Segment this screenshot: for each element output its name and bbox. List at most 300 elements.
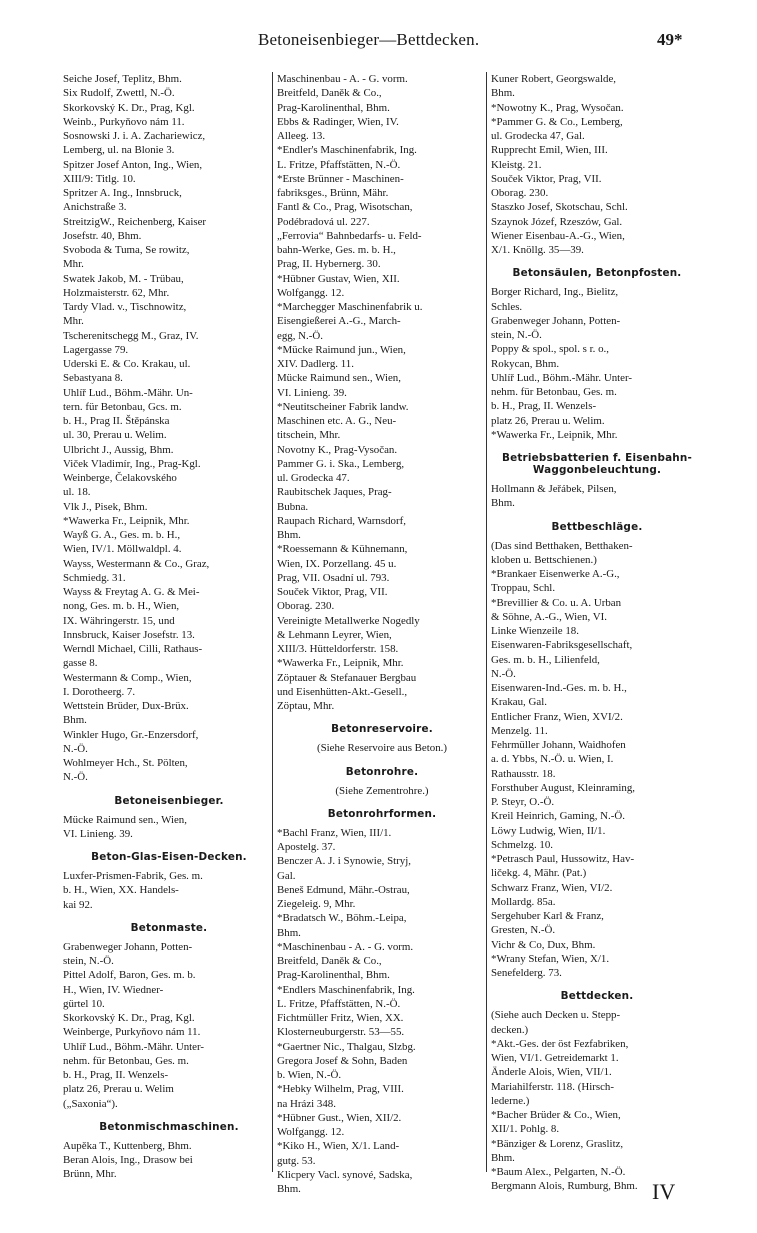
entry-address-line: platz 26, Prerau u. Welim <box>63 1083 174 1096</box>
entry-name-line: Ulbricht J., Aussig, Bhm. <box>63 443 174 456</box>
entry-name-line: Pittel Adolf, Baron, Ges. m. b. <box>63 969 196 982</box>
entry-address-line: na Hrázi 348. <box>277 1097 336 1110</box>
directory-entry <box>277 883 487 912</box>
entry-name-line: Uderski E. & Co. Krakau, ul. <box>63 358 191 370</box>
section-heading: Betonmischmaschinen. <box>99 1120 239 1133</box>
entry-address-line: Prag, II. Hybernerg. 30. <box>277 258 381 271</box>
entry-address-line: ul. Grodecka 47. <box>277 472 350 484</box>
entry-address-line: Lagergasse 79. <box>63 343 129 356</box>
entry-address-line: N.-Ö. <box>491 667 516 680</box>
entry-address-line: platz 26, Prerau u. Welim. <box>491 414 605 427</box>
directory-entry <box>277 656 487 670</box>
entry-address-line: Breitfeld, Daněk & Co., <box>277 955 382 967</box>
directory-entry <box>63 129 275 158</box>
entry-address-line: Krakau, Gal. <box>491 696 547 709</box>
directory-entry <box>491 824 703 853</box>
entry-name-line: *Wawerka Fr., Leipnik, Mhr. <box>277 657 404 670</box>
entry-name-line: Vichr & Co, Dux, Bhm. <box>491 938 596 951</box>
entry-address-line: Weinberge, Čelakovského <box>63 472 177 484</box>
directory-entry <box>277 614 487 657</box>
directory-entry <box>63 243 275 272</box>
entry-address-line: b. H., Prag, II. Wenzels- <box>63 1069 169 1081</box>
entry-name-line: Six Rudolf, Zwettl, N.-Ö. <box>63 87 175 100</box>
entry-address-line: L. Fritze, Pfaffstätten, N.-Ö. <box>277 158 401 171</box>
entry-name-line: Maschinenbau - A. - G. vorm. <box>277 73 408 85</box>
entry-name-line: *Gaertner Nic., Thalgau, Slzbg. <box>277 1040 416 1053</box>
entry-name-line: Rupprecht Emil, Wien, III. <box>491 144 608 157</box>
directory-entry <box>63 101 275 130</box>
entry-name-line: *Endlers Maschinenfabrik, Ing. <box>277 983 415 996</box>
directory-entry <box>491 952 703 981</box>
entry-address-line: Bubna. <box>277 500 309 513</box>
directory-entry <box>491 539 703 568</box>
directory-entry <box>491 314 703 343</box>
entry-address-line: stein, N.-Ö. <box>491 329 542 341</box>
directory-entry <box>277 671 487 714</box>
entry-address-line: Mariahilferstr. 118. (Hirsch- <box>491 1080 614 1093</box>
entry-name-line: *Akt.-Ges. der öst Fezfabriken, <box>491 1037 629 1050</box>
entry-name-line: Svoboda & Tuma, Se rowitz, <box>63 244 190 256</box>
directory-entry <box>491 143 703 172</box>
entry-name-line: *Bacher Brüder & Co., Wien, <box>491 1109 621 1121</box>
directory-entry <box>277 1054 487 1083</box>
entry-name-line: (Siehe auch Decken u. Stepp- <box>491 1009 621 1022</box>
entry-name-line: Uhlíř Lud., Böhm.-Mähr. Unter- <box>63 1040 205 1053</box>
section-heading: Bettdecken. <box>560 990 634 1003</box>
directory-entry <box>63 386 275 443</box>
entry-name-line: Forsthuber August, Kleinraming, <box>491 781 635 794</box>
entry-name-line: Mücke Raimund sen., Wien, <box>277 372 401 385</box>
entry-name-line: Fehrmüller Johann, Waidhofen <box>491 739 626 751</box>
entry-name-line: Grabenweger Johann, Potten- <box>491 314 621 327</box>
entry-name-line: *Kiko H., Wien, X/1. Land- <box>277 1140 400 1153</box>
entry-address-line: H., Wien, IV. Wiedner- <box>63 983 164 996</box>
entry-name-line: StreitzigW., Reichenberg, Kaiser <box>63 215 207 228</box>
section-heading: Betonreservoire. <box>331 723 433 736</box>
entry-address-line: Troppau, Schl. <box>491 582 556 595</box>
directory-entry <box>491 710 703 739</box>
entry-address-line: XII/1. Pohlg. 8. <box>491 1123 560 1136</box>
entry-name-line: Novotny K., Prag-Vysočan. <box>277 443 398 456</box>
directory-entry <box>277 514 487 543</box>
section-heading: Bettbeschläge. <box>551 520 643 533</box>
entry-name-line: Änderle Alois, Wien, VII/1. <box>491 1066 612 1079</box>
entry-address-line: Wien, IX. Porzellang. 45 u. <box>277 557 397 570</box>
directory-entry <box>491 1008 703 1037</box>
entry-name-line: *Marchegger Maschinenfabrik u. <box>277 301 423 313</box>
entry-address-line: Schmiedg. 31. <box>63 571 126 584</box>
entry-name-line: *Petrasch Paul, Hussowitz, Hav- <box>491 853 635 865</box>
entry-name-line: Sergehuber Karl & Franz, <box>491 910 604 922</box>
entry-address-line: Bhm. <box>277 1183 301 1195</box>
entry-address-line: Wien, IV/1. Möllwaldpl. 4. <box>63 543 182 556</box>
entry-name-line: Gregora Josef & Sohn, Baden <box>277 1054 408 1067</box>
directory-entry <box>277 343 487 372</box>
entry-address-line: Senefelderg. 73. <box>491 967 562 979</box>
directory-entry <box>277 1139 487 1168</box>
directory-entry <box>491 596 703 639</box>
entry-address-line: tern. für Betonbau, Gcs. m. <box>63 400 182 413</box>
entry-name-line: Tscherenitschegg M., Graz, IV. <box>63 329 199 342</box>
directory-entry <box>277 172 487 201</box>
entry-address-line: Weinberge, Purkyňovo nám 11. <box>63 1026 201 1039</box>
section-heading: Betonmaste. <box>130 921 208 934</box>
entry-name-line: (Das sind Betthaken, Betthaken- <box>491 539 633 552</box>
entry-name-line: Wettstein Brüder, Dux-Brüx. <box>63 700 189 712</box>
directory-entry <box>277 983 487 1012</box>
directory-entry <box>491 101 703 115</box>
directory-entry <box>63 329 275 358</box>
entry-name-line: Beran Alois, Ing., Drasow bei <box>63 1154 193 1166</box>
directory-entry <box>277 72 487 115</box>
entry-address-line: Wien, VI/1. Getreidemarkt 1. <box>491 1052 619 1064</box>
entry-address-line: Linke Wienzeile 18. <box>491 625 579 637</box>
directory-entry <box>277 854 487 883</box>
entry-address-line: P. Steyr, O.-Ö. <box>491 796 555 808</box>
entry-address-line: XIII/3. Hütteldorferstr. 158. <box>277 643 399 655</box>
directory-entry <box>63 1011 275 1040</box>
entry-name-line: Bergmann Alois, Rumburg, Bhm. <box>491 1180 638 1193</box>
directory-entry <box>63 72 275 86</box>
entry-address-line: Podébradová ul. 227. <box>277 215 370 228</box>
entry-address-line: Klosterneuburgerstr. 53—55. <box>277 1026 405 1039</box>
entry-address-line: Oborag. 230. <box>277 600 335 613</box>
directory-entry <box>63 728 275 757</box>
entry-address-line: Wolfgangg. 12. <box>277 1126 345 1138</box>
entry-address-line: Josefstr. 40, Bhm. <box>63 229 142 242</box>
entry-address-line: Rokycan, Bhm. <box>491 357 560 370</box>
directory-entry <box>63 86 275 100</box>
entry-name-line: *Erste Brünner - Maschinen- <box>277 172 404 185</box>
section-heading: Betriebsbatterien f. Eisenbahn- Waggonbeleuchtung. <box>501 452 693 476</box>
directory-entry <box>63 215 275 244</box>
directory-entry <box>491 681 703 710</box>
directory-entry <box>491 938 703 952</box>
directory-entry <box>63 1139 275 1153</box>
column-3 <box>491 72 703 1194</box>
directory-entry <box>63 671 275 700</box>
entry-address-line: Eisengießerei A.-G., March- <box>277 315 401 328</box>
directory-entry <box>491 1108 703 1137</box>
directory-entry <box>277 400 487 443</box>
entry-name-line: Wayss & Freytag A. G. & Mei- <box>63 586 200 598</box>
directory-entry <box>63 699 275 728</box>
directory-entry <box>63 642 275 671</box>
directory-entry <box>63 357 275 386</box>
directory-entry <box>491 482 703 511</box>
entry-address-line: XIV. Dadlerg. 11. <box>277 358 354 370</box>
entry-name-line: *Endler's Maschinenfabrik, Ing. <box>277 144 417 157</box>
entry-name-line: Seiche Josef, Teplitz, Bhm. <box>63 73 182 85</box>
entry-name-line: *Hübner Gustav, Wien, XII. <box>277 272 400 285</box>
section-heading: Beton-Glas-Eisen-Decken. <box>91 851 247 863</box>
entry-name-line: Schwarz Franz, Wien, VI/2. <box>491 881 613 894</box>
directory-entry <box>277 371 487 400</box>
entry-name-line: Kreil Heinrich, Gaming, N.-Ö. <box>491 810 625 823</box>
entry-name-line: *Maschinenbau - A. - G. vorm. <box>277 940 414 953</box>
entry-name-line: Uhlíř Lud., Böhm.-Mähr. Unter- <box>491 371 633 384</box>
directory-entry <box>63 1153 275 1182</box>
entry-address-line: nehm. für Betonbau, Ges. m. <box>491 386 617 398</box>
directory-entry <box>277 911 487 940</box>
directory-entry <box>277 940 487 983</box>
directory-entry <box>277 272 487 301</box>
entry-name-line: Winkler Hugo, Gr.-Enzersdorf, <box>63 728 199 741</box>
directory-entry <box>277 443 487 457</box>
entry-name-line: *Neutitscheiner Fabrik landw. <box>277 400 409 413</box>
section-heading: Betonsäulen, Betonpfosten. <box>512 267 682 280</box>
entry-address-line: Brünn, Mhr. <box>63 1168 117 1181</box>
cross-reference-note: (Siehe Zementrohre.) <box>335 784 429 797</box>
directory-entry <box>491 200 703 214</box>
directory-entry <box>277 1011 487 1040</box>
directory-entry <box>491 1065 703 1108</box>
directory-entry <box>63 457 275 500</box>
directory-entry <box>63 869 275 912</box>
entry-address-line: decken.) <box>491 1023 529 1036</box>
entry-name-line: Wayss, Westermann & Co., Graz, <box>63 557 210 570</box>
directory-entry <box>491 342 703 371</box>
directory-entry <box>277 542 487 585</box>
directory-entry <box>491 115 703 144</box>
entry-address-line: Bhm. <box>277 926 301 939</box>
directory-entry <box>63 528 275 557</box>
directory-entry <box>277 229 487 272</box>
directory-entry <box>491 371 703 428</box>
entry-name-line: Fantl & Co., Prag, Wisotschan, <box>277 201 413 214</box>
entry-address-line: egg, N.-Ö. <box>277 329 323 342</box>
directory-entry <box>491 215 703 229</box>
entry-name-line: Staszko Josef, Skotschau, Schl. <box>491 201 628 214</box>
directory-entry <box>491 852 703 881</box>
entry-address-line: Prag, VII. Osadní ul. 793. <box>277 571 390 584</box>
directory-entry <box>491 909 703 938</box>
entry-name-line: *Hebky Wilhelm, Prag, VIII. <box>277 1083 404 1096</box>
entry-address-line: Bhm. <box>491 1151 515 1164</box>
entry-name-line: *Nowotny K., Prag, Wysočan. <box>491 101 624 114</box>
entry-name-line: Fichtmüller Fritz, Wien, XX. <box>277 1012 404 1024</box>
entry-address-line: ul. 18. <box>63 486 91 499</box>
entry-name-line: Beneš Edmund, Mähr.-Ostrau, <box>277 883 410 896</box>
entry-address-line: Bhm. <box>491 87 515 100</box>
cross-reference-note: (Siehe Reservoire aus Beton.) <box>316 742 448 755</box>
entry-address-line: IX. Währingerstr. 15, und <box>63 614 175 627</box>
directory-entry <box>491 72 703 101</box>
entry-name-line: Souček Viktor, Prag, VII. <box>277 586 388 598</box>
entry-name-line: Werndl Michael, Cilli, Rathaus- <box>63 643 203 655</box>
entry-address-line: N.-Ö. <box>63 771 88 784</box>
entry-address-line: nehm. für Betonbau, Ges. m. <box>63 1054 189 1067</box>
entry-address-line: b. H., Prag, II. Wenzels- <box>491 400 597 413</box>
entry-name-line: *Brankaer Eisenwerke A.-G., <box>491 568 620 580</box>
entry-name-line: *Wrany Stefan, Wien, X/1. <box>491 952 610 965</box>
directory-entry <box>491 1137 703 1166</box>
entry-name-line: Löwy Ludwig, Wien, II/1. <box>491 824 606 837</box>
entry-name-line: *Brevillier & Co. u. A. Urban <box>491 596 622 609</box>
entry-name-line: Wiener Eisenbau-A.-G., Wien, <box>491 229 625 242</box>
entry-address-line: Maschinen etc. A. G., Neu- <box>277 415 397 427</box>
directory-entry <box>63 940 275 969</box>
entry-name-line: Wohlmeyer Hch., St. Pölten, <box>63 757 188 769</box>
entry-address-line: und Eisenhütten-Akt.-Gesell., <box>277 685 408 698</box>
directory-entry <box>277 1168 487 1197</box>
entry-address-line: Anichstraße 3. <box>63 201 127 214</box>
entry-name-line: *Wawerka Fr., Leipnik, Mhr. <box>491 428 618 441</box>
directory-entry <box>63 756 275 785</box>
directory-entry <box>277 457 487 486</box>
entry-address-line: ul. Grodecka 47, Gal. <box>491 130 585 142</box>
directory-entry <box>491 172 703 201</box>
directory-entry <box>63 1040 275 1111</box>
column-1 <box>63 72 275 1182</box>
entry-address-line: X/1. Knöllg. 35—39. <box>491 244 584 256</box>
entry-name-line: „Ferrovia“ Bahnbedarfs- u. Feld- <box>277 229 422 242</box>
entry-address-line: VI. Linieng. 39. <box>63 827 133 840</box>
directory-entry <box>491 567 703 596</box>
directory-entry <box>277 826 487 855</box>
entry-address-line: ličekg. 4, Mähr. (Pat.) <box>491 867 587 880</box>
entry-address-line: XIII/9: Titlg. 10. <box>63 172 136 185</box>
entry-name-line: Raupach Richard, Warnsdorf, <box>277 514 406 527</box>
entry-name-line: Eisenwaren-Ind.-Ges. m. b. H., <box>491 682 627 694</box>
entry-name-line: *Wawerka Fr., Leipnik, Mhr. <box>63 514 190 527</box>
directory-entry <box>491 229 703 258</box>
column-2 <box>277 72 487 1196</box>
entry-name-line: Vereinigte Metallwerke Nogedly <box>277 614 420 627</box>
signature-mark: IV <box>652 1179 676 1204</box>
entry-name-line: Aupěka T., Kuttenberg, Bhm. <box>63 1139 192 1152</box>
entry-address-line: b. H., Wien, XX. Handels- <box>63 884 179 897</box>
directory-entry <box>63 300 275 329</box>
entry-name-line: Luxfer-Prismen-Fabrik, Ges. m. <box>63 870 203 882</box>
directory-entry <box>63 272 275 301</box>
entry-name-line: Raubitschek Jaques, Prag- <box>277 486 392 499</box>
entry-name-line: Eisenwaren-Fabriksgesellschaft, <box>491 639 633 652</box>
entry-name-line: Hollmann & Jeřábek, Pilsen, <box>491 483 617 495</box>
entry-address-line: Zöptau, Mhr. <box>277 700 335 712</box>
directory-entry <box>491 1037 703 1066</box>
entry-name-line: *Bradatsch W., Böhm.-Leipa, <box>277 912 407 925</box>
directory-entry <box>277 1040 487 1054</box>
entry-address-line: Bhm. <box>277 529 301 541</box>
entry-name-line: Pammer G. i. Ska., Lemberg, <box>277 457 405 470</box>
directory-entry <box>491 809 703 823</box>
entry-address-line: Lemberg, ul. na Blonie 3. <box>63 144 175 157</box>
entry-name-line: Poppy & spol., spol. s r. o., <box>491 343 609 356</box>
entry-address-line: VI. Linieng. 39. <box>277 386 347 399</box>
entry-address-line: & Söhne, A.-G., Wien, VI. <box>491 610 607 623</box>
directory-entry <box>491 428 703 442</box>
entry-address-line: bahn-Werke, Ges. m. b. H., <box>277 244 396 256</box>
entry-address-line: Mhr. <box>63 258 84 271</box>
entry-address-line: b. H., Prag II. Štěpánska <box>63 415 170 427</box>
entry-name-line: *Baum Alex., Pelgarten, N.-Ö. <box>491 1166 626 1178</box>
section-heading: Betonrohrformen. <box>327 807 437 820</box>
entry-address-line: I. Dorotheerg. 7. <box>63 685 136 698</box>
page-number: 49* <box>657 30 683 49</box>
entry-address-line: Gal. <box>277 869 296 882</box>
entry-address-line: gutg. 53. <box>277 1154 316 1167</box>
entry-name-line: Swatek Jakob, M. - Trübau, <box>63 272 184 285</box>
directory-entry <box>491 738 703 781</box>
entry-address-line: L. Fritze, Pfaffstätten, N.-Ö. <box>277 997 401 1010</box>
entry-name-line: *Roessemann & Kühnemann, <box>277 543 408 556</box>
directory-entry <box>277 115 487 144</box>
directory-entry <box>277 585 487 614</box>
running-title: Betoneisenbieger—Bettdecken. <box>258 30 480 49</box>
entry-address-line: Bhm. <box>63 714 87 727</box>
entry-name-line: Ebbs & Radinger, Wien, IV. <box>277 115 399 128</box>
directory-entry <box>63 557 275 586</box>
entry-name-line: *Bachl Franz, Wien, III/1. <box>277 826 392 839</box>
entry-address-line: N.-Ö. <box>63 742 88 755</box>
entry-name-line: Spritzer A. Ing., Innsbruck, <box>63 187 182 199</box>
section-heading: Betonrohre. <box>345 765 419 778</box>
entry-address-line: Bhm. <box>491 497 515 510</box>
entry-address-line: Breitfeld, Daněk & Co., <box>277 87 382 100</box>
entry-name-line: Benczer A. J. i Synowie, Stryj, <box>277 855 412 868</box>
directory-entry <box>491 781 703 810</box>
entry-address-line: Holzmaisterstr. 62, Mhr. <box>63 286 170 299</box>
directory-entry <box>277 1111 487 1140</box>
entry-name-line: Entlicher Franz, Wien, XVI/2. <box>491 710 623 723</box>
entry-address-line: titschein, Mhr. <box>277 429 341 442</box>
entry-name-line: Vlk J., Pisek, Bhm. <box>63 500 148 513</box>
entry-name-line: Tardy Vlad. v., Tischnowitz, <box>63 301 187 313</box>
entry-address-line: Kleistg. 21. <box>491 158 542 171</box>
directory-entry <box>277 200 487 229</box>
entry-name-line: Szaynok Józef, Rzeszów, Gal. <box>491 215 623 228</box>
entry-address-line: Oborag. 230. <box>491 187 549 199</box>
entry-name-line: Viček Vladimír, Ing., Prag-Kgl. <box>63 457 201 470</box>
entry-address-line: a. d. Ybbs, N.-Ö. u. Wien, I. <box>491 753 614 766</box>
directory-entry <box>277 485 487 514</box>
directory-entry <box>63 158 275 187</box>
entry-address-line: Gresten, N.-Ö. <box>491 924 556 937</box>
entry-name-line: Mücke Raimund sen., Wien, <box>63 813 187 826</box>
entry-name-line: Sosnowski J. i. A. Zachariewicz, <box>63 130 206 142</box>
entry-name-line: *Pammer G. & Co., Lemberg, <box>491 115 623 128</box>
entry-address-line: ul. 30, Prerau u. Welim. <box>63 429 167 442</box>
entry-address-line: gasse 8. <box>63 657 98 670</box>
entry-name-line: Skorkovský K. Dr., Prag, Kgl. <box>63 101 195 114</box>
entry-name-line: Souček Viktor, Prag, VII. <box>491 172 602 185</box>
entry-name-line: Kuner Robert, Georgswalde, <box>491 73 617 85</box>
entry-address-line: kloben u. Bettschienen.) <box>491 553 597 566</box>
section-heading: Betoneisenbieger. <box>114 794 224 807</box>
entry-name-line: Zöptauer & Stefanauer Bergbau <box>277 671 417 684</box>
entry-address-line: Alleeg. 13. <box>277 130 326 142</box>
entry-address-line: & Lehmann Leyrer, Wien, <box>277 628 392 641</box>
page-header <box>0 30 757 56</box>
entry-name-line: Borger Richard, Ing., Bielitz, <box>491 286 619 299</box>
entry-address-line: fabriksges., Brünn, Mähr. <box>277 187 389 199</box>
directory-entry <box>63 186 275 215</box>
entry-address-line: b. Wien, N.-Ö. <box>277 1069 342 1081</box>
directory-entry <box>491 1165 703 1179</box>
entry-name-line: *Mücke Raimund jun., Wien, <box>277 343 406 356</box>
entry-address-line: Sebastyana 8. <box>63 372 123 385</box>
entry-name-line: *Bänziger & Lorenz, Graslitz, <box>491 1137 624 1150</box>
entry-name-line: Klicpery Vacl. synové, Sadska, <box>277 1168 413 1181</box>
entry-name-line: Westermann & Comp., Wien, <box>63 671 192 684</box>
entry-name-line: Spitzer Josef Anton, Ing., Wien, <box>63 158 203 171</box>
directory-entry <box>277 1082 487 1111</box>
entry-address-line: stein, N.-Ö. <box>63 955 114 967</box>
entry-address-line: Innsbruck, Kaiser Josefstr. 13. <box>63 628 195 641</box>
directory-entry <box>63 514 275 528</box>
entry-address-line: Ges. m. b. H., Lilienfeld, <box>491 653 600 666</box>
